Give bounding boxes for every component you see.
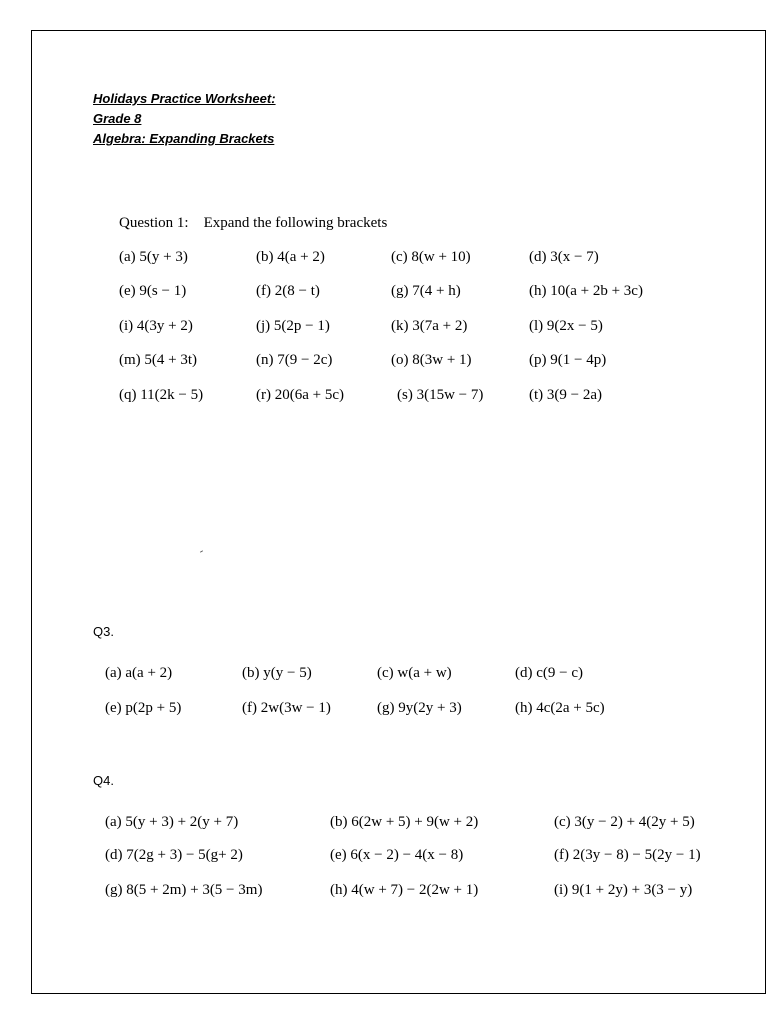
worksheet-page [31,30,766,994]
q1-item: (p) 9(1 − 4p) [529,352,607,368]
q4-item: (g) 8(5 + 2m) + 3(5 − 3m) [105,882,263,898]
q4-item: (c) 3(y − 2) + 4(2y + 5) [554,814,695,830]
q1-item: (t) 3(9 − 2a) [529,387,603,403]
q1-item: (e) 9(s − 1) [119,283,187,299]
q4-item: (f) 2(3y − 8) − 5(2y − 1) [554,847,701,863]
q4-item: (i) 9(1 + 2y) + 3(3 − y) [554,882,693,898]
q1-item: (k) 3(7a + 2) [391,318,468,334]
q4-item: (a) 5(y + 3) + 2(y + 7) [105,814,239,830]
q3-item: (f) 2w(3w − 1) [242,700,331,716]
q1-item: (d) 3(x − 7) [529,249,599,265]
q1-item: (b) 4(a + 2) [256,249,325,265]
topic-label: Algebra: Expanding Brackets [93,131,275,146]
q4-item: (b) 6(2w + 5) + 9(w + 2) [330,814,479,830]
q3-item: (e) p(2p + 5) [105,700,182,716]
q3-item: (g) 9y(2y + 3) [377,700,462,716]
q1-item: (o) 8(3w + 1) [391,352,472,368]
q1-item: (q) 11(2k − 5) [119,387,204,403]
grade-label: Grade 8 [93,111,142,126]
question-1-title: Question 1: Expand the following brackets [119,215,388,231]
q1-item: (j) 5(2p − 1) [256,318,330,334]
q1-item: (s) 3(15w − 7) [397,387,484,403]
q4-item: (d) 7(2g + 3) − 5(g+ 2) [105,847,243,863]
q1-item: (n) 7(9 − 2c) [256,352,333,368]
q1-item: (h) 10(a + 2b + 3c) [529,283,643,299]
worksheet-header [93,89,276,149]
q4-item: (h) 4(w + 7) − 2(2w + 1) [330,882,479,898]
q1-item: (g) 7(4 + h) [391,283,461,299]
q3-item: (b) y(y − 5) [242,665,312,681]
stray-mark [200,550,203,552]
q1-item: (f) 2(8 − t) [256,283,320,299]
q1-item: (a) 5(y + 3) [119,249,188,265]
q1-item: (i) 4(3y + 2) [119,318,193,334]
q3-item: (a) a(a + 2) [105,665,173,681]
q1-item: (r) 20(6a + 5c) [256,387,345,403]
q4-item: (e) 6(x − 2) − 4(x − 8) [330,847,464,863]
q1-item: (m) 5(4 + 3t) [119,352,198,368]
question-3-label: Q3. [93,624,114,639]
q1-item: (c) 8(w + 10) [391,249,471,265]
question-4-label: Q4. [93,773,114,788]
q3-item: (d) c(9 − c) [515,665,584,681]
q3-item: (c) w(a + w) [377,665,452,681]
q1-item: (l) 9(2x − 5) [529,318,603,334]
worksheet-title: Holidays Practice Worksheet: [93,91,276,106]
q3-item: (h) 4c(2a + 5c) [515,700,605,716]
